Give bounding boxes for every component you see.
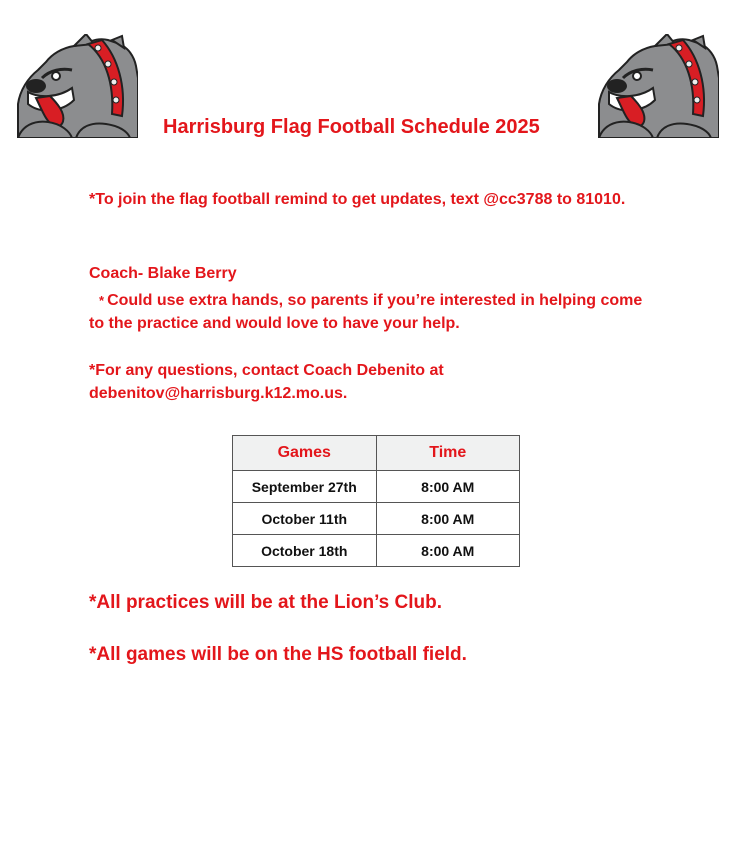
game-date: September 27th xyxy=(233,471,377,503)
table-row xyxy=(233,535,520,567)
game-time: 8:00 AM xyxy=(376,535,520,567)
coach-name: Coach- Blake Berry xyxy=(89,265,237,282)
contact-info: *For any questions, contact Coach Debenito at debenitov@harrisburg.k12.mo.us. xyxy=(89,362,444,402)
game-time: 8:00 AM xyxy=(376,503,520,535)
bullet-star: * xyxy=(99,293,105,308)
time-column-header: Time xyxy=(376,436,520,471)
bulldog-mascot-icon xyxy=(597,34,719,138)
bulldog-mascot-icon xyxy=(16,34,138,138)
table-header-row xyxy=(233,436,520,471)
help-request xyxy=(89,289,649,335)
help-request-text: Could use extra hands, so parents if you’re interested in helping come to the practice and would love to have your help. xyxy=(89,292,643,332)
practices-note: *All practices will be at the Lion’s Club. xyxy=(89,592,442,613)
games-note: *All games will be on the HS football field. xyxy=(89,644,467,665)
game-date: October 18th xyxy=(233,535,377,567)
schedule-table xyxy=(232,435,520,567)
games-column-header: Games xyxy=(233,436,377,471)
game-date: October 11th xyxy=(233,503,377,535)
game-time: 8:00 AM xyxy=(376,471,520,503)
page-title: Harrisburg Flag Football Schedule 2025 xyxy=(163,116,540,138)
remind-info: *To join the flag football remind to get updates, text @cc3788 to 81010. xyxy=(89,191,626,208)
table-row xyxy=(233,471,520,503)
table-row xyxy=(233,503,520,535)
